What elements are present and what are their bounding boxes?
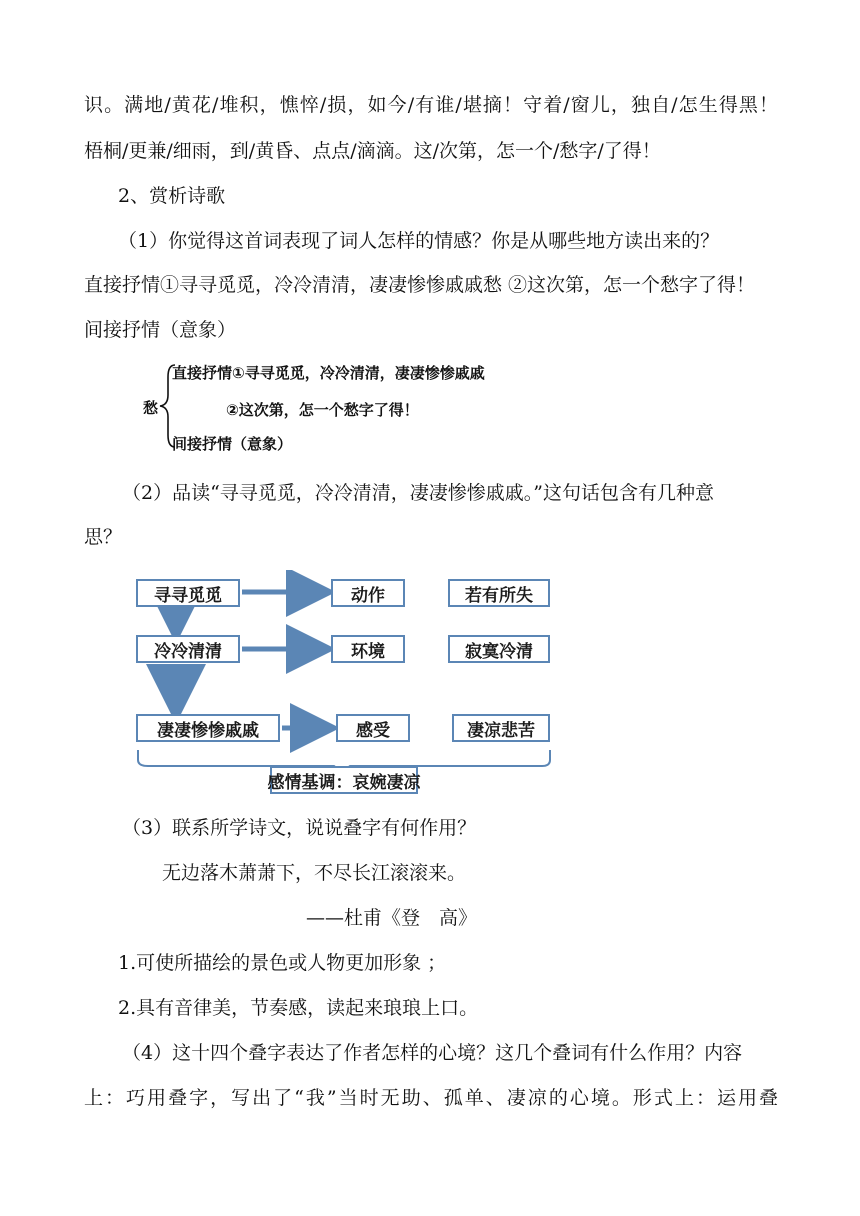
- text-line: 梧桐/更兼/细雨，到/黄昏、点点/滴滴。这/次第，怎一个/愁字/了得！: [84, 140, 661, 162]
- bracket-branch-direct-2: ②这次第，怎一个愁字了得！: [226, 401, 419, 419]
- phrase-box: 冷冷清清: [136, 635, 240, 663]
- emotion-bracket-diagram: [140, 357, 540, 455]
- aspect-box: 动作: [331, 579, 405, 607]
- question-3: （3）联系所学诗文，说说叠字有何作用？: [122, 817, 477, 839]
- meaning-box: 凄凉悲苦: [452, 714, 550, 742]
- question-2-cont: 思？: [84, 526, 123, 548]
- point-2: 2.具有音律美，节奏感，读起来琅琅上口。: [118, 997, 479, 1019]
- point-1: 1.可使所描绘的景色或人物更加形象 ；: [118, 952, 447, 974]
- summary-box: 感情基调：哀婉凄凉: [270, 766, 418, 794]
- section-heading: 2、赏析诗歌: [118, 185, 226, 207]
- poem-source: ——杜甫《登 高》: [306, 907, 478, 929]
- answer-line: 直接抒情①寻寻觅觅，冷冷清清，凄凄惨惨戚戚愁 ②这次第，怎一个愁字了得！: [84, 274, 756, 296]
- question-1: （1）你觉得这首词表现了词人怎样的情感？你是从哪些地方读出来的？: [118, 230, 720, 252]
- poem-line: 无边落木萧萧下，不尽长江滚滚来。: [162, 862, 467, 884]
- question-2: （2）品读“寻寻觅觅，冷冷清清，凄凄惨惨戚戚。”这句话包含有几种意: [122, 482, 715, 504]
- question-4-cont: 上：巧用叠字，写出了“我”当时无助、孤单、凄凉的心境。形式上：运用叠: [84, 1087, 778, 1109]
- text-line: 识。满地/黄花/堆积，憔悴/损，如今/有谁/堪摘！守着/窗儿，独自/怎生得黑！: [84, 94, 778, 116]
- reduplication-flow-diagram: [134, 570, 554, 800]
- bracket-branch-indirect: 间接抒情（意象）: [172, 435, 293, 453]
- bracket-branch-direct: 直接抒情①寻寻觅觅，冷冷清清，凄凄惨惨戚戚: [172, 364, 485, 382]
- answer-line: 间接抒情（意象）: [84, 319, 237, 341]
- phrase-box: 寻寻觅觅: [136, 579, 240, 607]
- bracket-root-label: 愁: [143, 399, 159, 417]
- aspect-box: 感受: [336, 714, 410, 742]
- question-4: （4）这十四个叠字表达了作者怎样的心境？这几个叠词有什么作用？内容: [122, 1042, 743, 1064]
- aspect-box: 环境: [331, 635, 405, 663]
- meaning-box: 寂寞冷清: [448, 635, 550, 663]
- phrase-box: 凄凄惨惨戚戚: [136, 714, 280, 742]
- meaning-box: 若有所失: [448, 579, 550, 607]
